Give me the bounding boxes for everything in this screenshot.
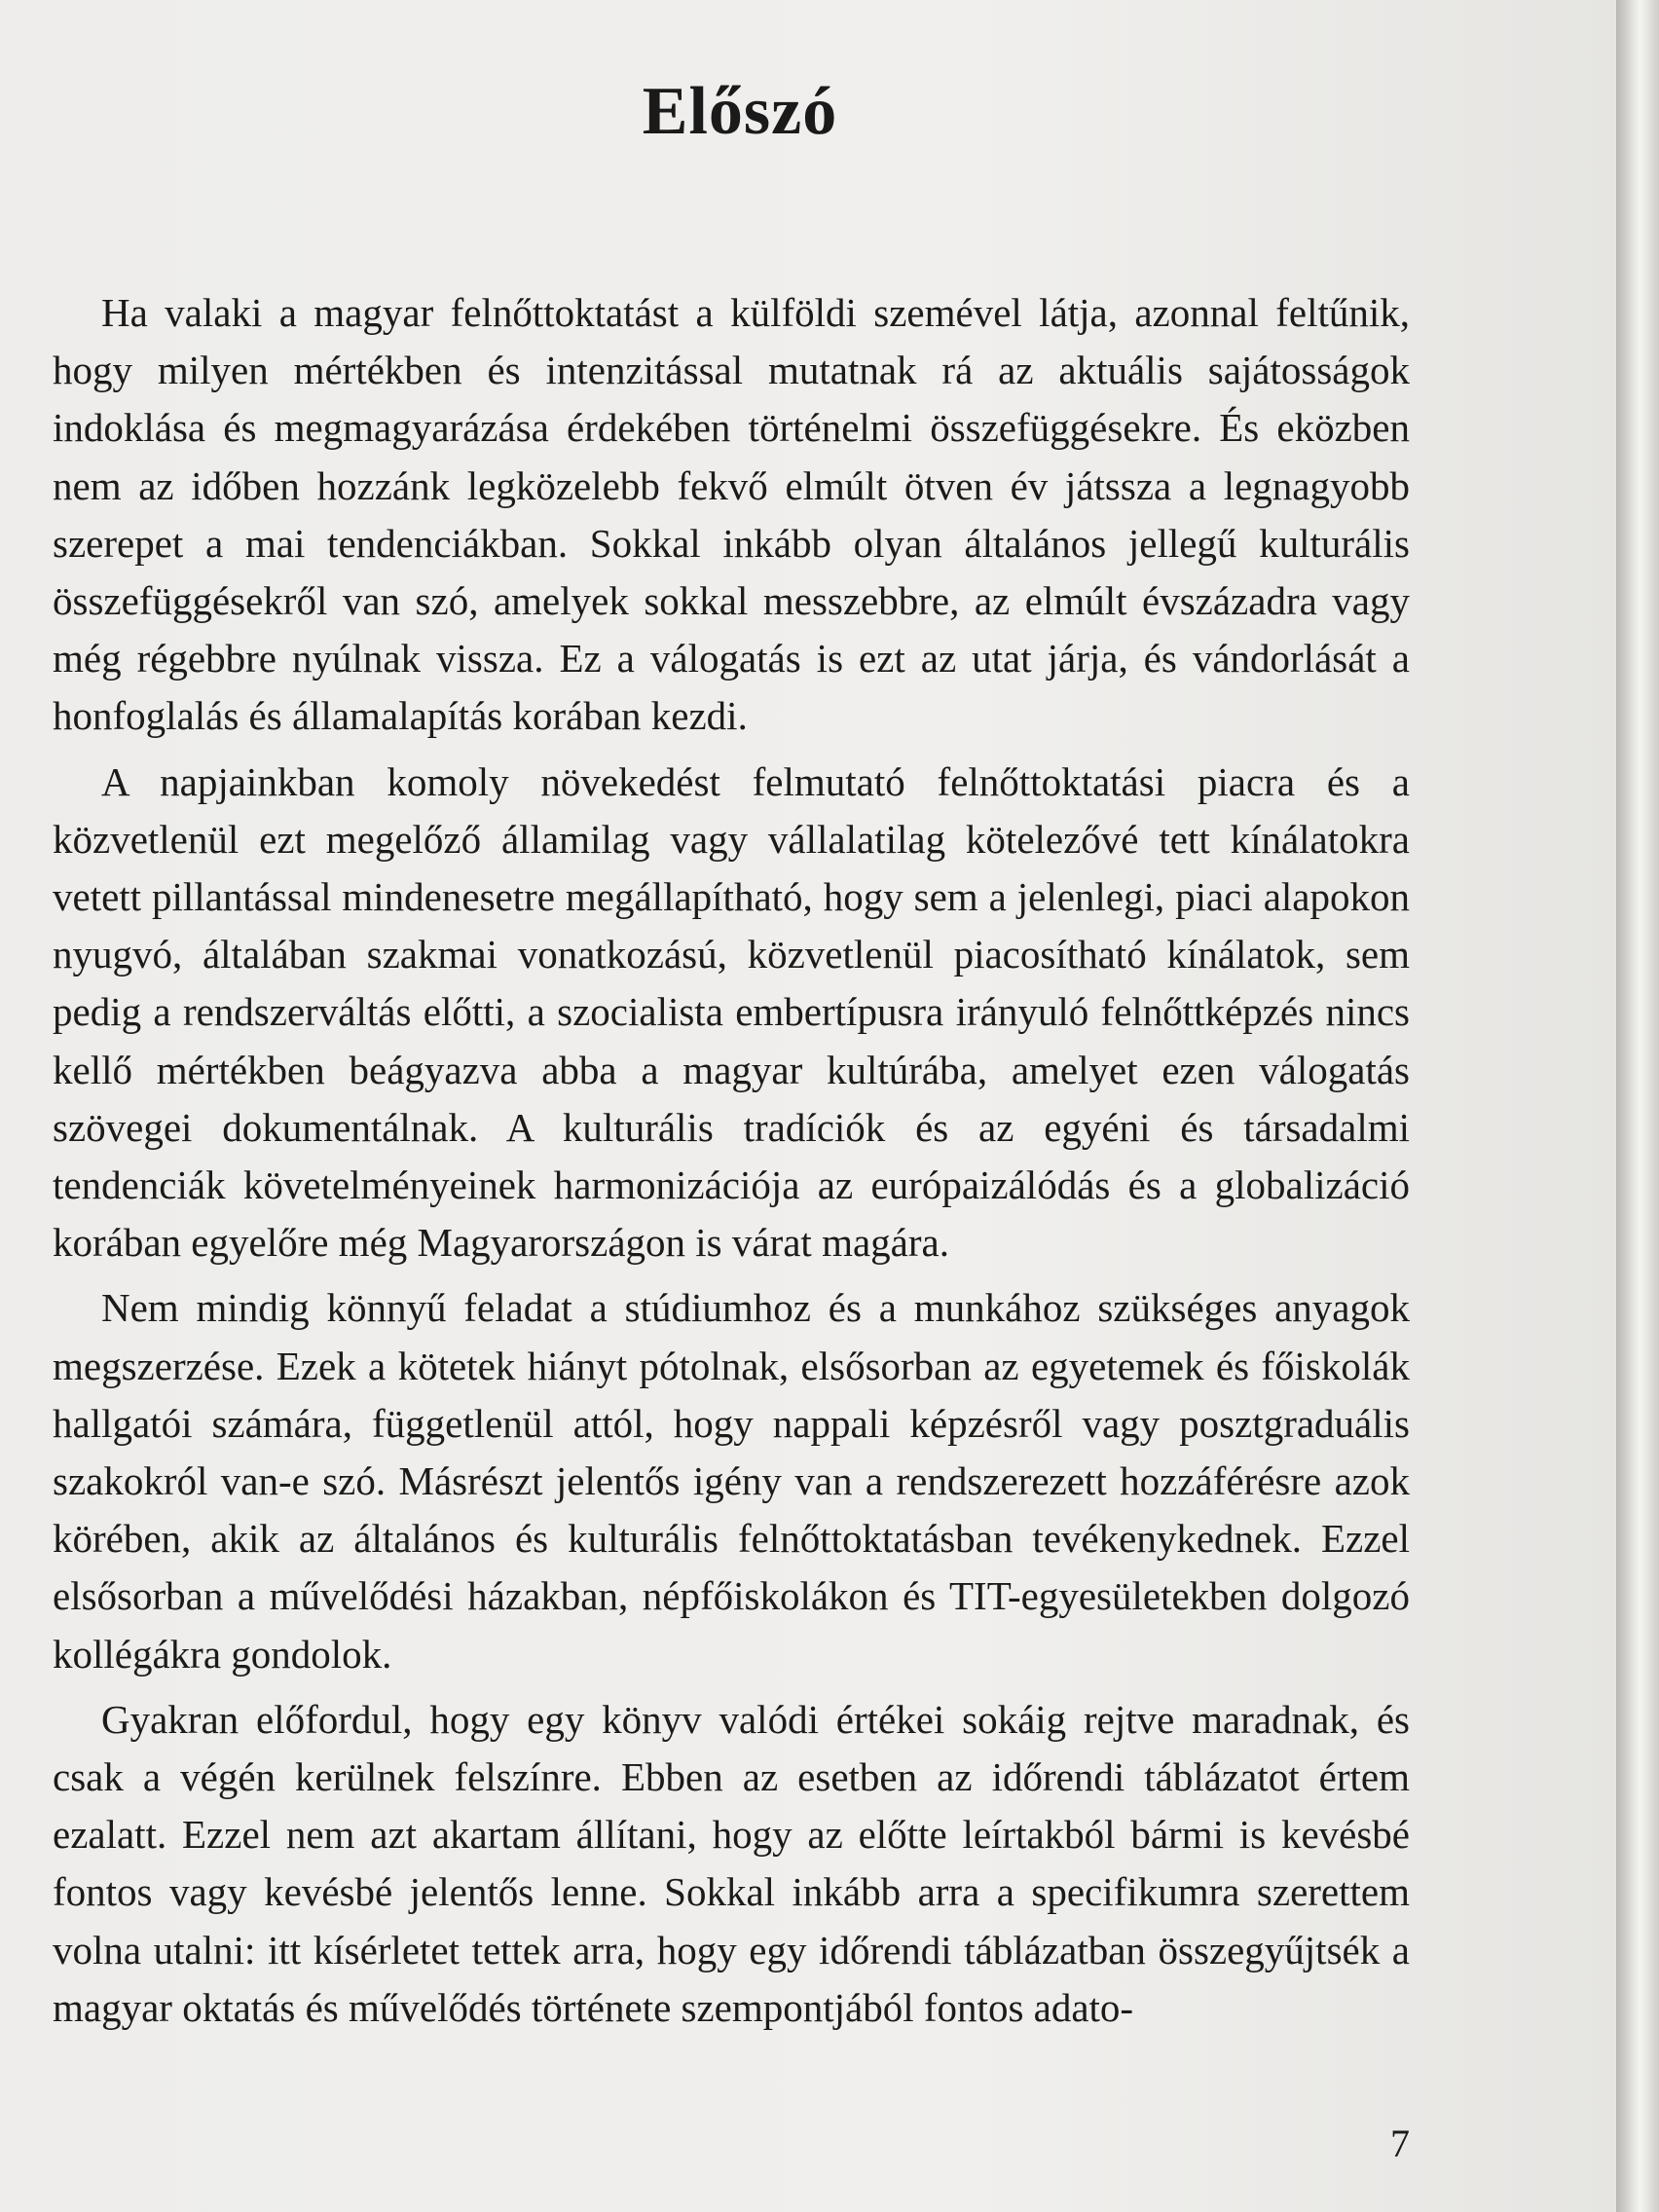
paragraph-2: A napjainkban komoly növekedést felmutató felnőttoktatási piacra és a közvetlenül ezt megelőző államilag vagy vállalatilag kötelezővé tett kínálatokra vetett pillantással mindenesetre megállapítható, hogy sem a jelenlegi, piaci alapokon nyugvó, általában szakmai vonatkozású, közvetlenül piacosítható kínálatok, sem pedig a rendszerváltás előtti, a szocialista embertípusra irányuló felnőttképzés nincs kellő mértékben beágyazva abba a magyar kultúrába, amelyet ezen válogatás szövegei dokumentálnak. A kulturális tradíciók és az egyéni és társadalmi tendenciák követelményeinek harmonizációja az európaizálódás és a globalizáció korában egyelőre még Magyarországon is várat magára. xyxy=(53,758,1410,1266)
paragraph-4: Gyakran előfordul, hogy egy könyv valódi értékei sokáig rejtve maradnak, és csak a végén kerülnek felszínre. Ebben az esetben az időrendi táblázatot értem ezalatt. Ezzel nem azt akartam állítani, hogy az előtte leírtakból bármi is kevésbé fontos vagy kevésbé jelentős lenne. Sokkal inkább arra a specifikumra szerettem volna utalni: itt kísérletet tettek arra, hogy egy időrendi táblázatban összegyűjtsék a magyar oktatás és művelődés története szempontjából fontos adato- xyxy=(53,1696,1410,2030)
page-title: Előszó xyxy=(642,74,838,149)
body-text xyxy=(53,284,1410,2045)
paragraph-3: Nem mindig könnyű feladat a stúdiumhoz és a munkához szükséges anyagok megszerzése. Ezek a kötetek hiányt pótolnak, elsősorban az egyetemek és főiskolák hallgatói számára, függetlenül attól, hogy nappali képzésről vagy posztgraduális szakokról van-e szó. Másrészt jelentős igény van a rendszerezett hozzáférésre azok körében, akik az általános és kulturális felnőttoktatásban tevékenykednek. Ezzel elsősorban a művelődési házakban, népfőiskolákon és TIT-egyesületekben dolgozó kollégákra gondolok. xyxy=(53,1285,1410,1677)
paragraph-1: Ha valaki a magyar felnőttoktatást a külföldi szemével látja, azonnal feltűnik, hogy milyen mértékben és intenzitással mutatnak rá az aktuális sajátosságok indoklása és megmagyarázása érdekében történelmi összefüggésekre. És eközben nem az időben hozzánk legközelebb fekvő elmúlt ötven év játssza a legnagyobb szerepet a mai tendenciákban. Sokkal inkább olyan általános jellegű kulturális összefüggésekről van szó, amelyek sokkal messzebbre, az elmúlt évszázadra vagy még régebbre nyúlnak vissza. Ez a válogatás is ezt az utat járja, és vándorlását a honfoglalás és államalapítás korában kezdi. xyxy=(53,290,1410,739)
page-number: 7 xyxy=(1390,2121,1410,2165)
book-spine-edge xyxy=(1616,0,1659,2212)
